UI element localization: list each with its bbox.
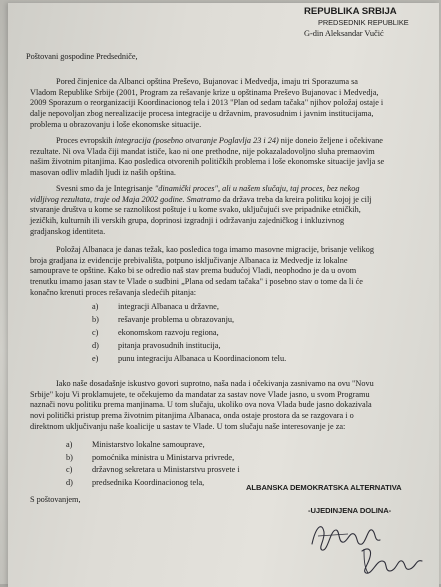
list-letter: e) — [92, 354, 99, 363]
list-item — [92, 352, 286, 365]
header-addressee: G-din Aleksandar Vučić — [304, 29, 384, 38]
text-line: konačno krenuti proces rešavanja sledećih pitanja: — [30, 287, 197, 297]
list-letter: d) — [92, 341, 99, 350]
text-line: novi politički pristup prema životnim pitanjima Albanaca, onda ostaje prostora da se razgovara i o — [30, 411, 354, 421]
text-line: masovan odliv mladih ljudi iz naših opština. — [30, 168, 176, 178]
paragraph-4 — [30, 245, 430, 299]
list-item — [66, 477, 240, 490]
issues-list — [92, 300, 286, 365]
text-line: našim životnim pitanjima. Kao posledica otvorenih političkih problema i loše ekonomske situacije javlja se — [30, 157, 385, 167]
text-line: trenutku imamo jasan stav te Vlade o sudbini „Plana od sedam tačaka" i posebno stav o tome da li će — [30, 277, 363, 287]
text-line: direktnom uključivanju naše koalicije u sastav te Vlade. U tom slučaju naše interesovanje je za: — [30, 421, 346, 431]
text-line — [30, 184, 430, 195]
italic-text-run: "dinamički proces", ali u našem slučaju, taj proces, bez nekog — [154, 184, 360, 193]
text-run: nije doneio željene i očekivane — [278, 136, 383, 145]
list-letter: a) — [66, 440, 73, 449]
list-item — [66, 464, 240, 477]
paragraph-2 — [30, 136, 430, 179]
paragraph-5 — [30, 379, 430, 433]
list-item — [66, 452, 240, 465]
text-line — [30, 195, 430, 206]
text-line: samouprave te opštine. Kako bi se odredio naš stav prema budućoj Vladi, neophodno je da u ovom — [30, 266, 357, 276]
text-run: da država treba da kreira politiku kojoj je cilj — [220, 194, 372, 204]
paragraph-1 — [30, 77, 430, 131]
text-line: Srbije" koju Vi proklamujete, te očekujemo da mandatar za sastav nove Vlade jasno, u svom Programu — [30, 389, 370, 399]
handwritten-signature-2 — [358, 543, 428, 579]
signature-coalition: -UJEDINJENA DOLINA- — [308, 506, 392, 515]
text-run: Proces evropskih — [56, 136, 115, 145]
text-line: Vladom Republike Srbije (2001, Program za rešavanje krize u opštinama Preševo Bujanovac i Medvedja, — [30, 87, 379, 97]
text-line: rezultate. Ni ova Vlada čiji mandat ističe, kao ni one prethodne, nije pokazaladovoljno sluha premaovim — [30, 146, 375, 156]
text-line: broja gradjana iz evidencije prebivališta, potpuno isključivanje Albanaca iz Medvedje iz lokalne — [30, 255, 348, 265]
text-line: Položaj Albanaca je danas težak, kao posledica toga imamo masovne migracije, brisanje velikog — [56, 245, 374, 254]
italic-text-run: integracija (posebno otvaranje Poglavlja 23 i 24) — [114, 136, 279, 145]
list-item — [92, 313, 286, 326]
list-item — [92, 300, 286, 313]
list-letter: c) — [92, 328, 99, 337]
list-text: predsednika Koordinacionog tela, — [92, 477, 205, 487]
list-text: integracji Albanaca u državne, — [118, 302, 219, 311]
text-line: gradjanskog identiteta. — [30, 226, 106, 236]
italic-text-run: vidljivog rezultata, traje od Maja 2002 godine. Smatramo — [30, 194, 221, 204]
text-line: problema u obrazovanju i loše ekonomske situacije. — [30, 119, 202, 129]
text-line: dalje nepovoljan zbog nerealizacije procesa integracije u državnim, pravosudnim i javnim institucijama, — [30, 109, 374, 119]
list-item — [66, 439, 240, 452]
list-item — [92, 339, 286, 352]
list-letter: b) — [66, 452, 73, 462]
greeting: Poštovani gospodine Predsedniče, — [26, 52, 138, 61]
text-line: naznači novu politiku prema manjinama. U tom slučaju, ukoliko ova nova Vlada bude jasno dokazivala — [30, 400, 372, 410]
header-office: PREDSEDNIK REPUBLIKE — [318, 18, 409, 27]
list-text: državnog sekretara u Ministarstvu prosvete i — [92, 465, 240, 474]
list-text: punu integraciju Albanaca u Koordinacionom telu. — [118, 354, 287, 363]
text-run: Svesni smo da je Integrisanje — [56, 184, 155, 193]
list-letter: a) — [92, 302, 99, 311]
text-line: 2009 Sporazum o reorganizaciji Koordinacionog tela i 2013 "Plan od sedam tačaka" njihov položaj ostaje i — [30, 98, 384, 108]
list-letter: c) — [66, 465, 73, 474]
list-item — [92, 326, 286, 339]
header-republic: REPUBLIKA SRBIJA — [304, 6, 397, 17]
text-line: jezičkih, kulturnih ili verskih grupa, doprinosi izgradnji i održavanju zajedničkog i inkluzivnog — [30, 216, 345, 226]
text-line: stvaranje društva u kome se raznolikost poštuje i u kome svako, uključujući sve pripadnike etničkih, — [30, 205, 361, 215]
closing: S poštovanjem, — [30, 495, 81, 504]
positions-list — [66, 439, 240, 489]
list-text: Ministarstvo lokalne samouprave, — [92, 440, 205, 449]
text-line: Iako naše dosadašnje iskustvo govori suprotno, naša nada i očekivanja zasnivamo na ovu "Novu — [56, 379, 374, 388]
list-text: pitanja pravosudnih institucija, — [118, 341, 221, 350]
text-line — [30, 136, 430, 147]
letter-sheet — [8, 3, 439, 587]
signature-party: ALBANSKA DEMOKRATSKA ALTERNATIVA — [246, 483, 402, 492]
text-line: Pored činjenice da Albanci opština Preševo, Bujanovac i Medvedja, imaju tri Sporazuma sa — [56, 77, 358, 86]
list-text: rešavanje problema u obrazovanju, — [118, 315, 235, 324]
list-text: ekonomskom razvoju regiona, — [118, 328, 219, 337]
list-letter: d) — [66, 477, 73, 487]
list-text: pomoćnika ministra u Ministarva privrede, — [92, 452, 235, 462]
paragraph-3 — [30, 184, 430, 238]
list-letter: b) — [92, 315, 99, 324]
